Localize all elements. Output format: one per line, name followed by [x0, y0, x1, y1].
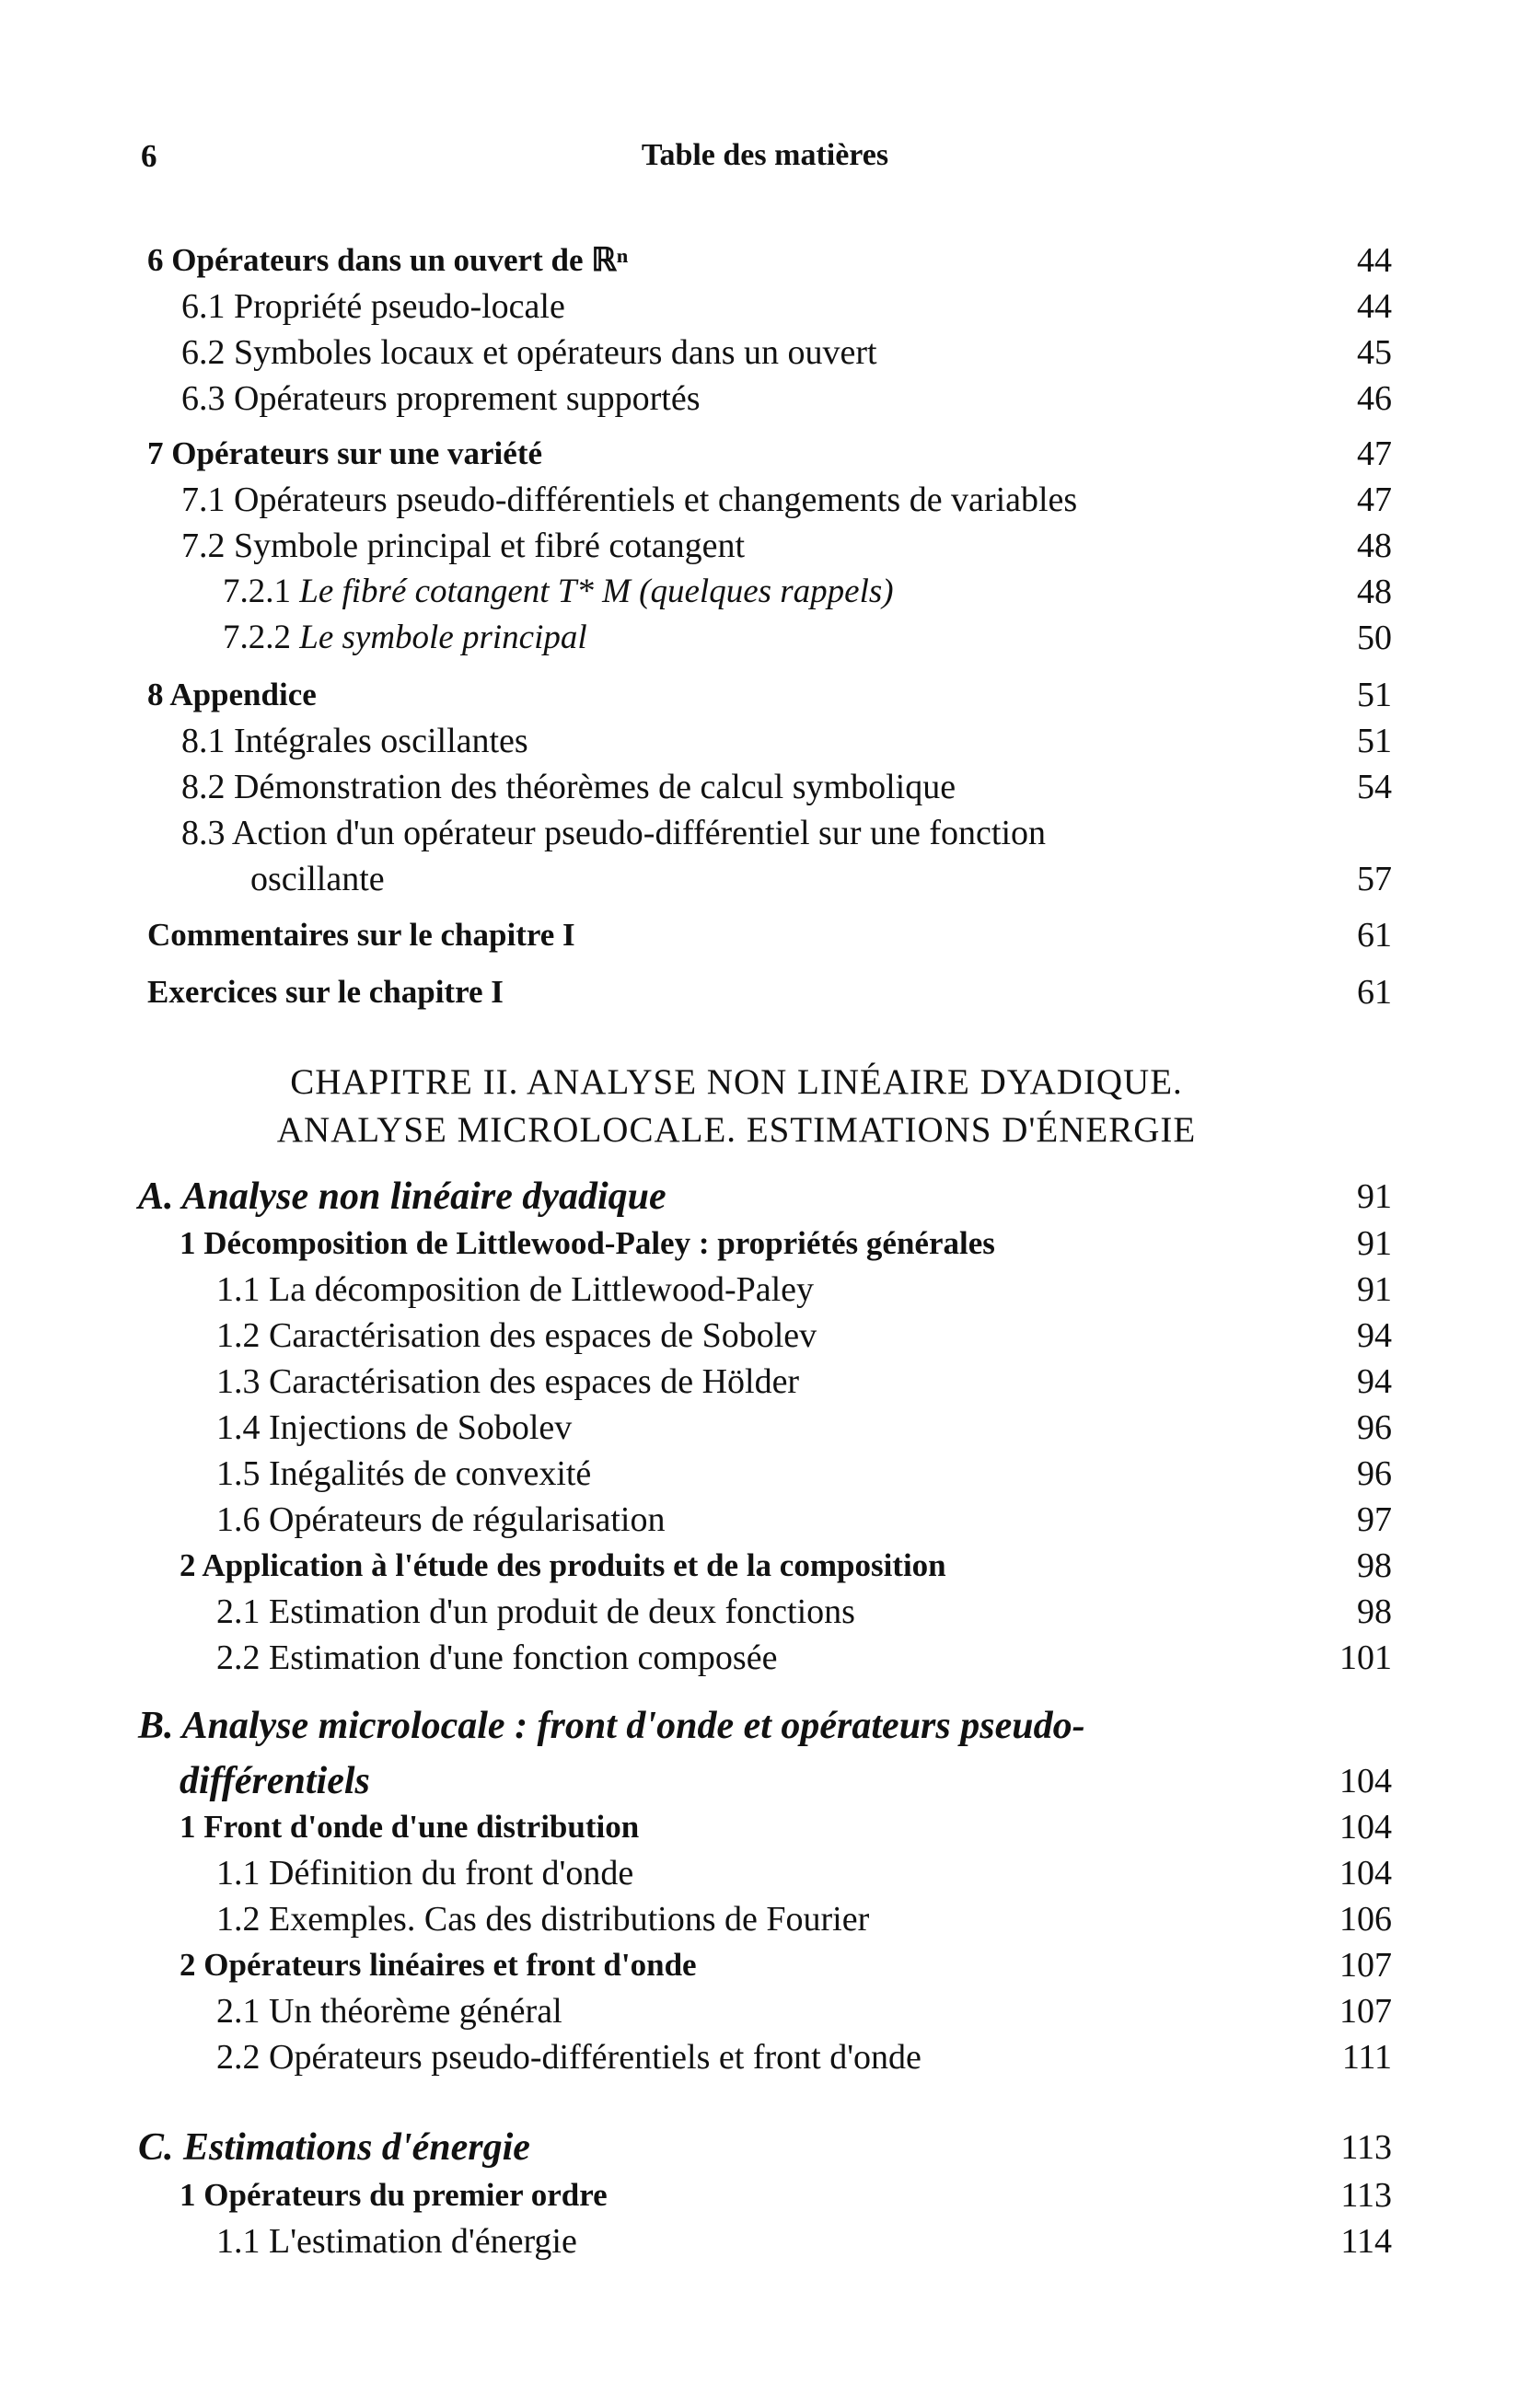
toc-entry-title: 8 Appendice: [147, 677, 317, 712]
toc-entry-page: 113: [1340, 2128, 1392, 2167]
chapter-title-line: ANALYSE MICROLOCALE. ESTIMATIONS D'ÉNERGIE: [276, 1110, 1197, 1150]
toc-part[interactable]: [0, 1171, 1530, 1222]
toc-entry-title: [223, 566, 894, 618]
toc-entry-title: 2.2 Estimation d'une fonction composée: [216, 1638, 778, 1677]
toc-entry-title: [223, 612, 587, 664]
toc-entry-page: 104: [1339, 1762, 1392, 1800]
toc-entry-page: 97: [1357, 1500, 1392, 1539]
toc-entry-title: 8.2 Démonstration des théorèmes de calcul symbolique: [181, 768, 956, 806]
toc-entry-page: 106: [1339, 1900, 1392, 1939]
toc-entry-title: 2.1 Estimation d'un produit de deux fonctions: [216, 1592, 855, 1631]
toc-entry-number: 7.2.2: [223, 619, 291, 656]
toc-entry[interactable]: [0, 1356, 1530, 1407]
toc-entry-title: 6 Opérateurs dans un ouvert de ℝⁿ: [147, 242, 629, 278]
toc-part-continuation[interactable]: [0, 1755, 1530, 1807]
toc-entry-continuation[interactable]: [0, 853, 1530, 905]
toc-entry[interactable]: [0, 1586, 1530, 1638]
toc-entry-page: 91: [1357, 1270, 1392, 1309]
toc-entry-page: 51: [1357, 722, 1392, 760]
toc-entry[interactable]: [0, 1985, 1530, 2037]
toc-entry-title: A. Analyse non linéaire dyadique: [138, 1175, 666, 1218]
toc-entry[interactable]: [0, 281, 1530, 332]
toc-entry-title: 1 Décomposition de Littlewood-Paley : propriétés générales: [180, 1225, 995, 1261]
toc-entry-page: 104: [1339, 1808, 1392, 1847]
toc-entry-title: 8.3 Action d'un opérateur pseudo-différentiel sur une fonction: [181, 814, 1046, 852]
toc-entry[interactable]: [0, 2170, 1530, 2221]
toc-entry-page: 44: [1357, 241, 1392, 280]
toc-entry-page: 94: [1357, 1316, 1392, 1355]
toc-entry-title: 1 Opérateurs du premier ordre: [180, 2177, 608, 2213]
toc-part[interactable]: [0, 1700, 1530, 1752]
toc-entry[interactable]: [0, 1218, 1530, 1269]
toc-entry-number: 7.2.1: [223, 573, 291, 610]
page-number: 6: [141, 138, 157, 174]
toc-entry[interactable]: [0, 1310, 1530, 1361]
toc-entry[interactable]: [0, 1540, 1530, 1592]
toc-entry[interactable]: [0, 1893, 1530, 1945]
toc-entry-title: 1.1 L'estimation d'énergie: [216, 2222, 577, 2261]
toc-entry[interactable]: [0, 1939, 1530, 1991]
toc-entry-title: 1.6 Opérateurs de régularisation: [216, 1500, 666, 1539]
toc-entry[interactable]: [0, 1632, 1530, 1684]
toc-entry-page: 47: [1357, 434, 1392, 473]
toc-entry[interactable]: [0, 669, 1530, 721]
toc-entry[interactable]: [0, 909, 1530, 961]
toc-entry-title: 1.2 Caractérisation des espaces de Sobolev: [216, 1316, 817, 1355]
toc-entry-page: 101: [1339, 1638, 1392, 1677]
toc-entry[interactable]: [0, 327, 1530, 378]
toc-entry-page: 111: [1341, 2038, 1392, 2077]
toc-entry-page: 104: [1339, 1854, 1392, 1893]
toc-entry-page: 48: [1357, 527, 1392, 565]
toc-entry-page: 91: [1357, 1224, 1392, 1263]
toc-entry-title: 7.2 Symbole principal et fibré cotangent: [181, 527, 746, 565]
toc-part[interactable]: [0, 2122, 1530, 2173]
toc-entry-title: 2.2 Opérateurs pseudo-différentiels et front d'onde: [216, 2038, 921, 2077]
toc-entry-page: 61: [1357, 973, 1392, 1012]
toc-entry-page: 61: [1357, 916, 1392, 955]
toc-entry-title: 1.1 Définition du front d'onde: [216, 1854, 634, 1893]
toc-entry[interactable]: [0, 807, 1530, 859]
toc-entry-title: 1.1 La décomposition de Littlewood-Paley: [216, 1270, 815, 1309]
toc-entry-title: C. Estimations d'énergie: [138, 2126, 530, 2169]
toc-entry-page: 96: [1357, 1454, 1392, 1493]
toc-entry-title: 8.1 Intégrales oscillantes: [181, 722, 528, 760]
toc-entry-page: 45: [1357, 333, 1392, 372]
toc-entry[interactable]: [0, 1264, 1530, 1315]
toc-entry-title: 2.1 Un théorème général: [216, 1992, 562, 2031]
toc-entry-page: 96: [1357, 1408, 1392, 1447]
toc-entry-title: 1 Front d'onde d'une distribution: [180, 1809, 640, 1845]
toc-entry-page: 57: [1357, 860, 1392, 898]
toc-entry[interactable]: [0, 235, 1530, 286]
toc-entry-title: 1.2 Exemples. Cas des distributions de Fourier: [216, 1900, 870, 1939]
toc-entry-title: 1.3 Caractérisation des espaces de Hölder: [216, 1362, 800, 1401]
toc-entry-title: 2 Application à l'étude des produits et de la composition: [180, 1547, 946, 1583]
toc-entry-page: 94: [1357, 1362, 1392, 1401]
toc-entry[interactable]: [0, 967, 1530, 1018]
toc-entry-title: Exercices sur le chapitre I: [147, 974, 504, 1010]
toc-entry[interactable]: [0, 2216, 1530, 2267]
toc-entry-title: oscillante: [250, 860, 385, 898]
toc-entry-page: 107: [1339, 1946, 1392, 1985]
toc-entry[interactable]: [0, 1448, 1530, 1499]
toc-entry[interactable]: [0, 1847, 1530, 1899]
toc-entry[interactable]: [0, 2032, 1530, 2083]
toc-entry-page: 50: [1357, 619, 1392, 657]
chapter-title-line: CHAPITRE II. ANALYSE NON LINÉAIRE DYADIQUE.: [290, 1062, 1183, 1102]
toc-entry-title: 6.2 Symboles locaux et opérateurs dans un ouvert: [181, 333, 877, 372]
toc-entry-title: B. Analyse microlocale : front d'onde et opérateurs pseudo-: [138, 1705, 1085, 1747]
toc-entry-page: 91: [1357, 1177, 1392, 1216]
toc-entry-title: Commentaires sur le chapitre I: [147, 917, 575, 953]
toc-entry-title: 2 Opérateurs linéaires et front d'onde: [180, 1947, 697, 1983]
toc-entry[interactable]: [0, 373, 1530, 424]
toc-entry[interactable]: [0, 520, 1530, 572]
toc-entry-title: différentiels: [180, 1760, 370, 1802]
running-title: Table des matières: [641, 138, 889, 172]
toc-entry-title: 7.1 Opérateurs pseudo-différentiels et changements de variables: [181, 480, 1078, 519]
toc-entry-page: 51: [1357, 676, 1392, 714]
toc-entry-page: 98: [1357, 1546, 1392, 1585]
toc-entry-page: 47: [1357, 480, 1392, 519]
toc-entry-page: 107: [1339, 1992, 1392, 2031]
toc-entry[interactable]: [0, 1402, 1530, 1453]
toc-entry-page: 46: [1357, 379, 1392, 418]
toc-entry-title: 6.1 Propriété pseudo-locale: [181, 287, 565, 326]
toc-entry[interactable]: [0, 1801, 1530, 1853]
toc-entry-title: 1.4 Injections de Sobolev: [216, 1408, 573, 1447]
toc-entry-page: 48: [1357, 573, 1392, 611]
toc-entry-text: Le symbole principal: [299, 619, 587, 656]
toc-entry-title: 1.5 Inégalités de convexité: [216, 1454, 592, 1493]
toc-entry[interactable]: [0, 1494, 1530, 1546]
toc-entry[interactable]: [0, 566, 1530, 618]
toc-entry[interactable]: [0, 612, 1530, 664]
toc-entry[interactable]: [0, 474, 1530, 526]
toc-entry-page: 98: [1357, 1592, 1392, 1631]
toc-entry-title: 6.3 Opérateurs proprement supportés: [181, 379, 701, 418]
toc-entry-title: 7 Opérateurs sur une variété: [147, 435, 543, 471]
toc-entry[interactable]: [0, 761, 1530, 813]
toc-entry-page: 44: [1357, 287, 1392, 326]
toc-entry-page: 54: [1357, 768, 1392, 806]
toc-entry[interactable]: [0, 428, 1530, 480]
toc-entry-page: 114: [1340, 2222, 1392, 2261]
toc-entry[interactable]: [0, 715, 1530, 767]
toc-entry-text: Le fibré cotangent T* M (quelques rappels): [299, 573, 894, 610]
toc-entry-page: 113: [1340, 2176, 1392, 2215]
